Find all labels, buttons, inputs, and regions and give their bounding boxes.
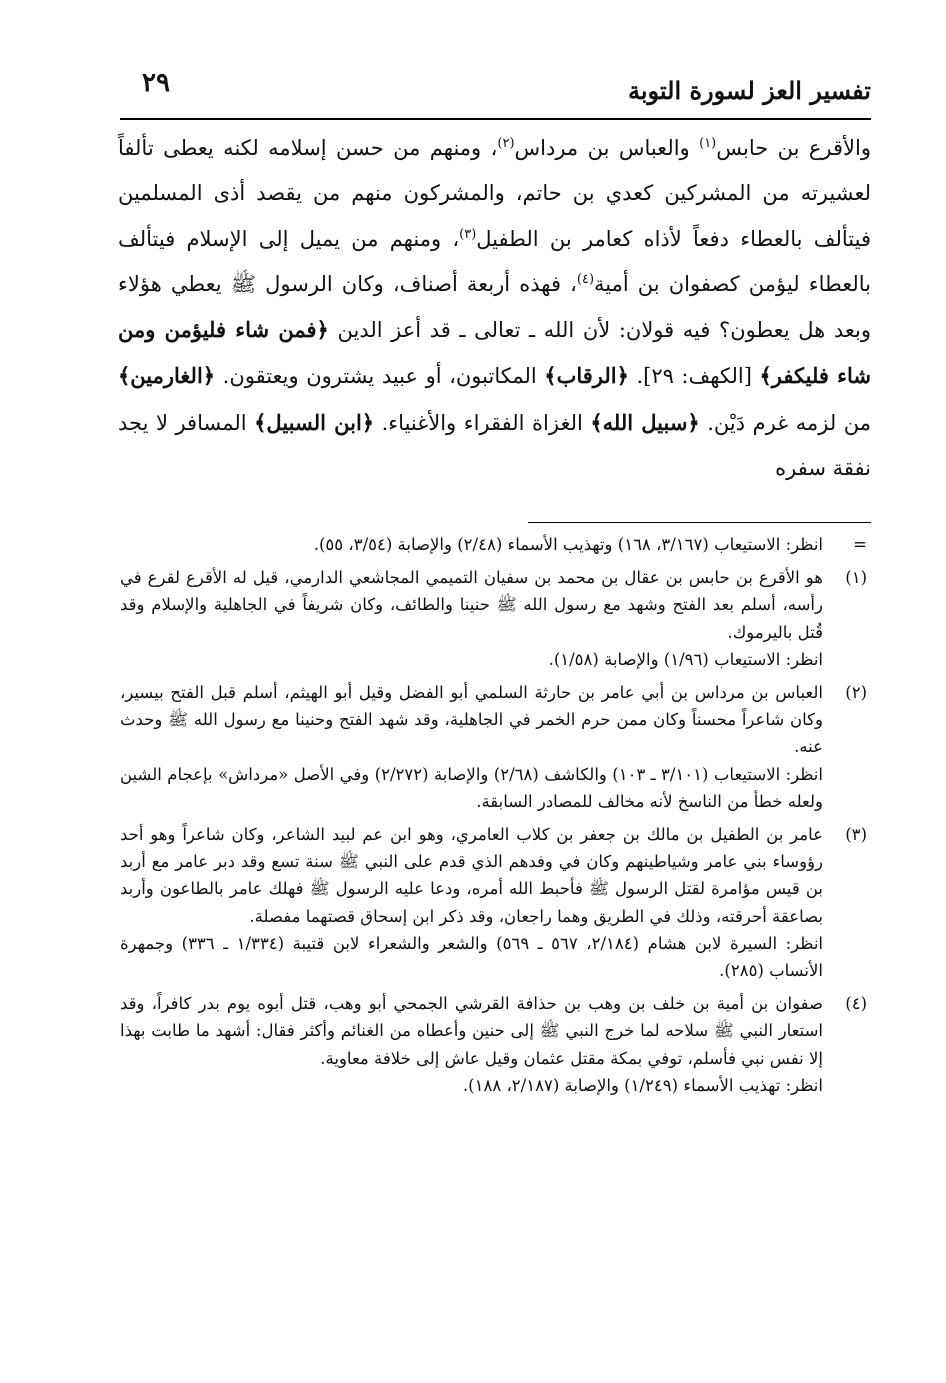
footnote-ref[interactable]: (٤) — [576, 271, 595, 287]
text-run: المسافر لا يجد نفقة سفره — [118, 410, 871, 481]
footnote-text: العباس بن مرداس بن أبي عامر بن حارثة السلمي أبو الفضل وقيل أبو الهيثم، أسلم قبل الفتح بيسير، وكان شاعراً محسناً وكان ممن حرم الخمر في الجاهلية، وقد شهد الفتح وحنينا مع رسول الله ﷺ وحدث عنه. — [120, 683, 823, 757]
footnote-source: انظر: السيرة لابن هشام (٢/١٨٤، ٥٦٧ ـ ٥٦٩) والشعر والشعراء لابن قتيبة (١/٣٣٤ ـ ٣٣٦) وجمهرة الأنساب (٢٨٥). — [120, 933, 823, 981]
quran-quote: ﴿ابن السبيل﴾ — [254, 409, 375, 435]
body-paragraph — [118, 126, 871, 491]
footnote-ref[interactable]: (٢) — [497, 136, 515, 151]
footnote-source: انظر: الاستيعاب (٣/١٦٧، ١٦٨) وتهذيب الأسماء (٢/٤٨) والإصابة (٣/٥٤، ٥٥). — [313, 535, 823, 554]
footnotes — [120, 531, 871, 1099]
text-run: من لزمه غرم دَيْن. — [699, 410, 871, 435]
footnote-mark: (١) — [845, 568, 867, 588]
text-run: ، ومنهم من يميل إلى الإسلام فيتألف بالعطاء ليؤمن كصفوان بن أمية — [118, 226, 871, 296]
footnote-rule — [528, 522, 871, 523]
quran-quote: ﴿سبيل الله﴾ — [590, 409, 700, 435]
quran-quote: ﴿فمن شاء فليؤمن ومن شاء فليكفر﴾ — [118, 317, 871, 389]
footnote-text: هو الأقرع بن حابس بن عقال بن محمد بن سفيان التميمي المجاشعي الدارمي، قيل له الأقرع لقرع في رأسه، أسلم بعد الفتح وشهد مع رسول الله ﷺ حنينا والطائف، وكان شريفاً في الجاهلية والإسلام وقد قُتل باليرموك. — [120, 568, 823, 642]
footnote-ref[interactable]: (١) — [699, 136, 717, 151]
text-run: [الكهف: ٢٩]. — [628, 364, 760, 389]
text-run: المكاتبون، أو عبيد يشترون ويعتقون. — [215, 364, 545, 389]
footnote-continued — [120, 531, 871, 558]
page-number: ٢٩ — [142, 68, 170, 98]
footnote-1 — [120, 564, 871, 673]
footnote-4 — [120, 990, 871, 1099]
page-header — [120, 60, 871, 118]
footnote-mark: (٣) — [845, 825, 867, 845]
text-run: والعباس بن مرداس — [514, 136, 700, 160]
text-run: ، ومنهم من حسن إسلامه لكنه يعطى تألفاً لعشيرته من المشركين كعدي بن حاتم، والمشركون منهم من يقصد أذى المسلمين فيتألف بالعطاء دفعاً لأذاه كعامر بن الطفيل — [118, 136, 871, 251]
footnote-source: انظر: الاستيعاب (٣/١٠١ ـ ١٠٣) والكاشف (٢/٦٨) والإصابة (٢/٢٧٢) وفي الأصل «مرداش» بإعجام الشين ولعله خطأ من الناسخ لأنه مخالف للمصادر السابقة. — [120, 764, 823, 811]
footnote-3 — [120, 821, 871, 984]
footnote-mark: (٢) — [845, 683, 867, 703]
footnote-ref[interactable]: (٣) — [459, 226, 477, 242]
footnote-source: انظر: تهذيب الأسماء (١/٢٤٩) والإصابة (٢/١٨٧، ١٨٨). — [462, 1075, 823, 1095]
text-run: والأقرع بن حابس — [716, 136, 871, 160]
text-run: الغزاة الفقراء والأغنياء. — [374, 410, 591, 435]
quran-quote: ﴿الغارمين﴾ — [118, 363, 216, 389]
footnote-mark: (٤) — [845, 994, 867, 1014]
footnote-2 — [120, 679, 871, 815]
footnote-source: انظر: الاستيعاب (١/٩٦) والإصابة (١/٥٨). — [548, 649, 823, 669]
text-run: ، فهذه أربعة أصناف، وكان الرسول ﷺ يعطي هؤلاء وبعد هل يعطون؟ فيه قولان: لأن الله ـ تعالى ـ قد أعز الدين — [118, 271, 871, 343]
footnote-mark: = — [853, 535, 867, 554]
footnote-text: صفوان بن أمية بن خلف بن وهب بن حذافة القرشي الجمحي أبو وهب، قتل أبوه يوم بدر كافراً، وقد استعار النبي ﷺ سلاحه لما خرج النبي ﷺ إلى حنين وأعطاه من الغنائم وأكثر فقال: أشهد ما طابت بهذا إلا نفس نبي فأسلم، توفي بمكة مقتل عثمان وقيل عاش إلى خلافة معاوية. — [120, 994, 823, 1068]
footnote-text: عامر بن الطفيل بن مالك بن جعفر بن كلاب العامري، وهو ابن عم لبيد الشاعر، وكان شاعراً وهو أحد رؤوساء بني عامر وشياطينهم وكان في وفدهم الذي قدم على النبي ﷺ سنة تسع وقد دبر عامر مع أربد بن قيس مؤامرة لقتل الرسول ﷺ فأحبط الله أمره، ودعا عليه الرسول ﷺ فهلك عامر بالطاعون وأربد بصاعقة أحرقته، وذلك في الطريق وهما راجعان، وقد ذكر ابن إسحاق قصتهما مفصلة. — [120, 825, 823, 926]
quran-quote: ﴿الرقاب﴾ — [544, 363, 629, 389]
running-title: تفسير العز لسورة التوبة — [627, 76, 871, 105]
header-rule — [120, 118, 871, 120]
main-text — [118, 126, 871, 491]
